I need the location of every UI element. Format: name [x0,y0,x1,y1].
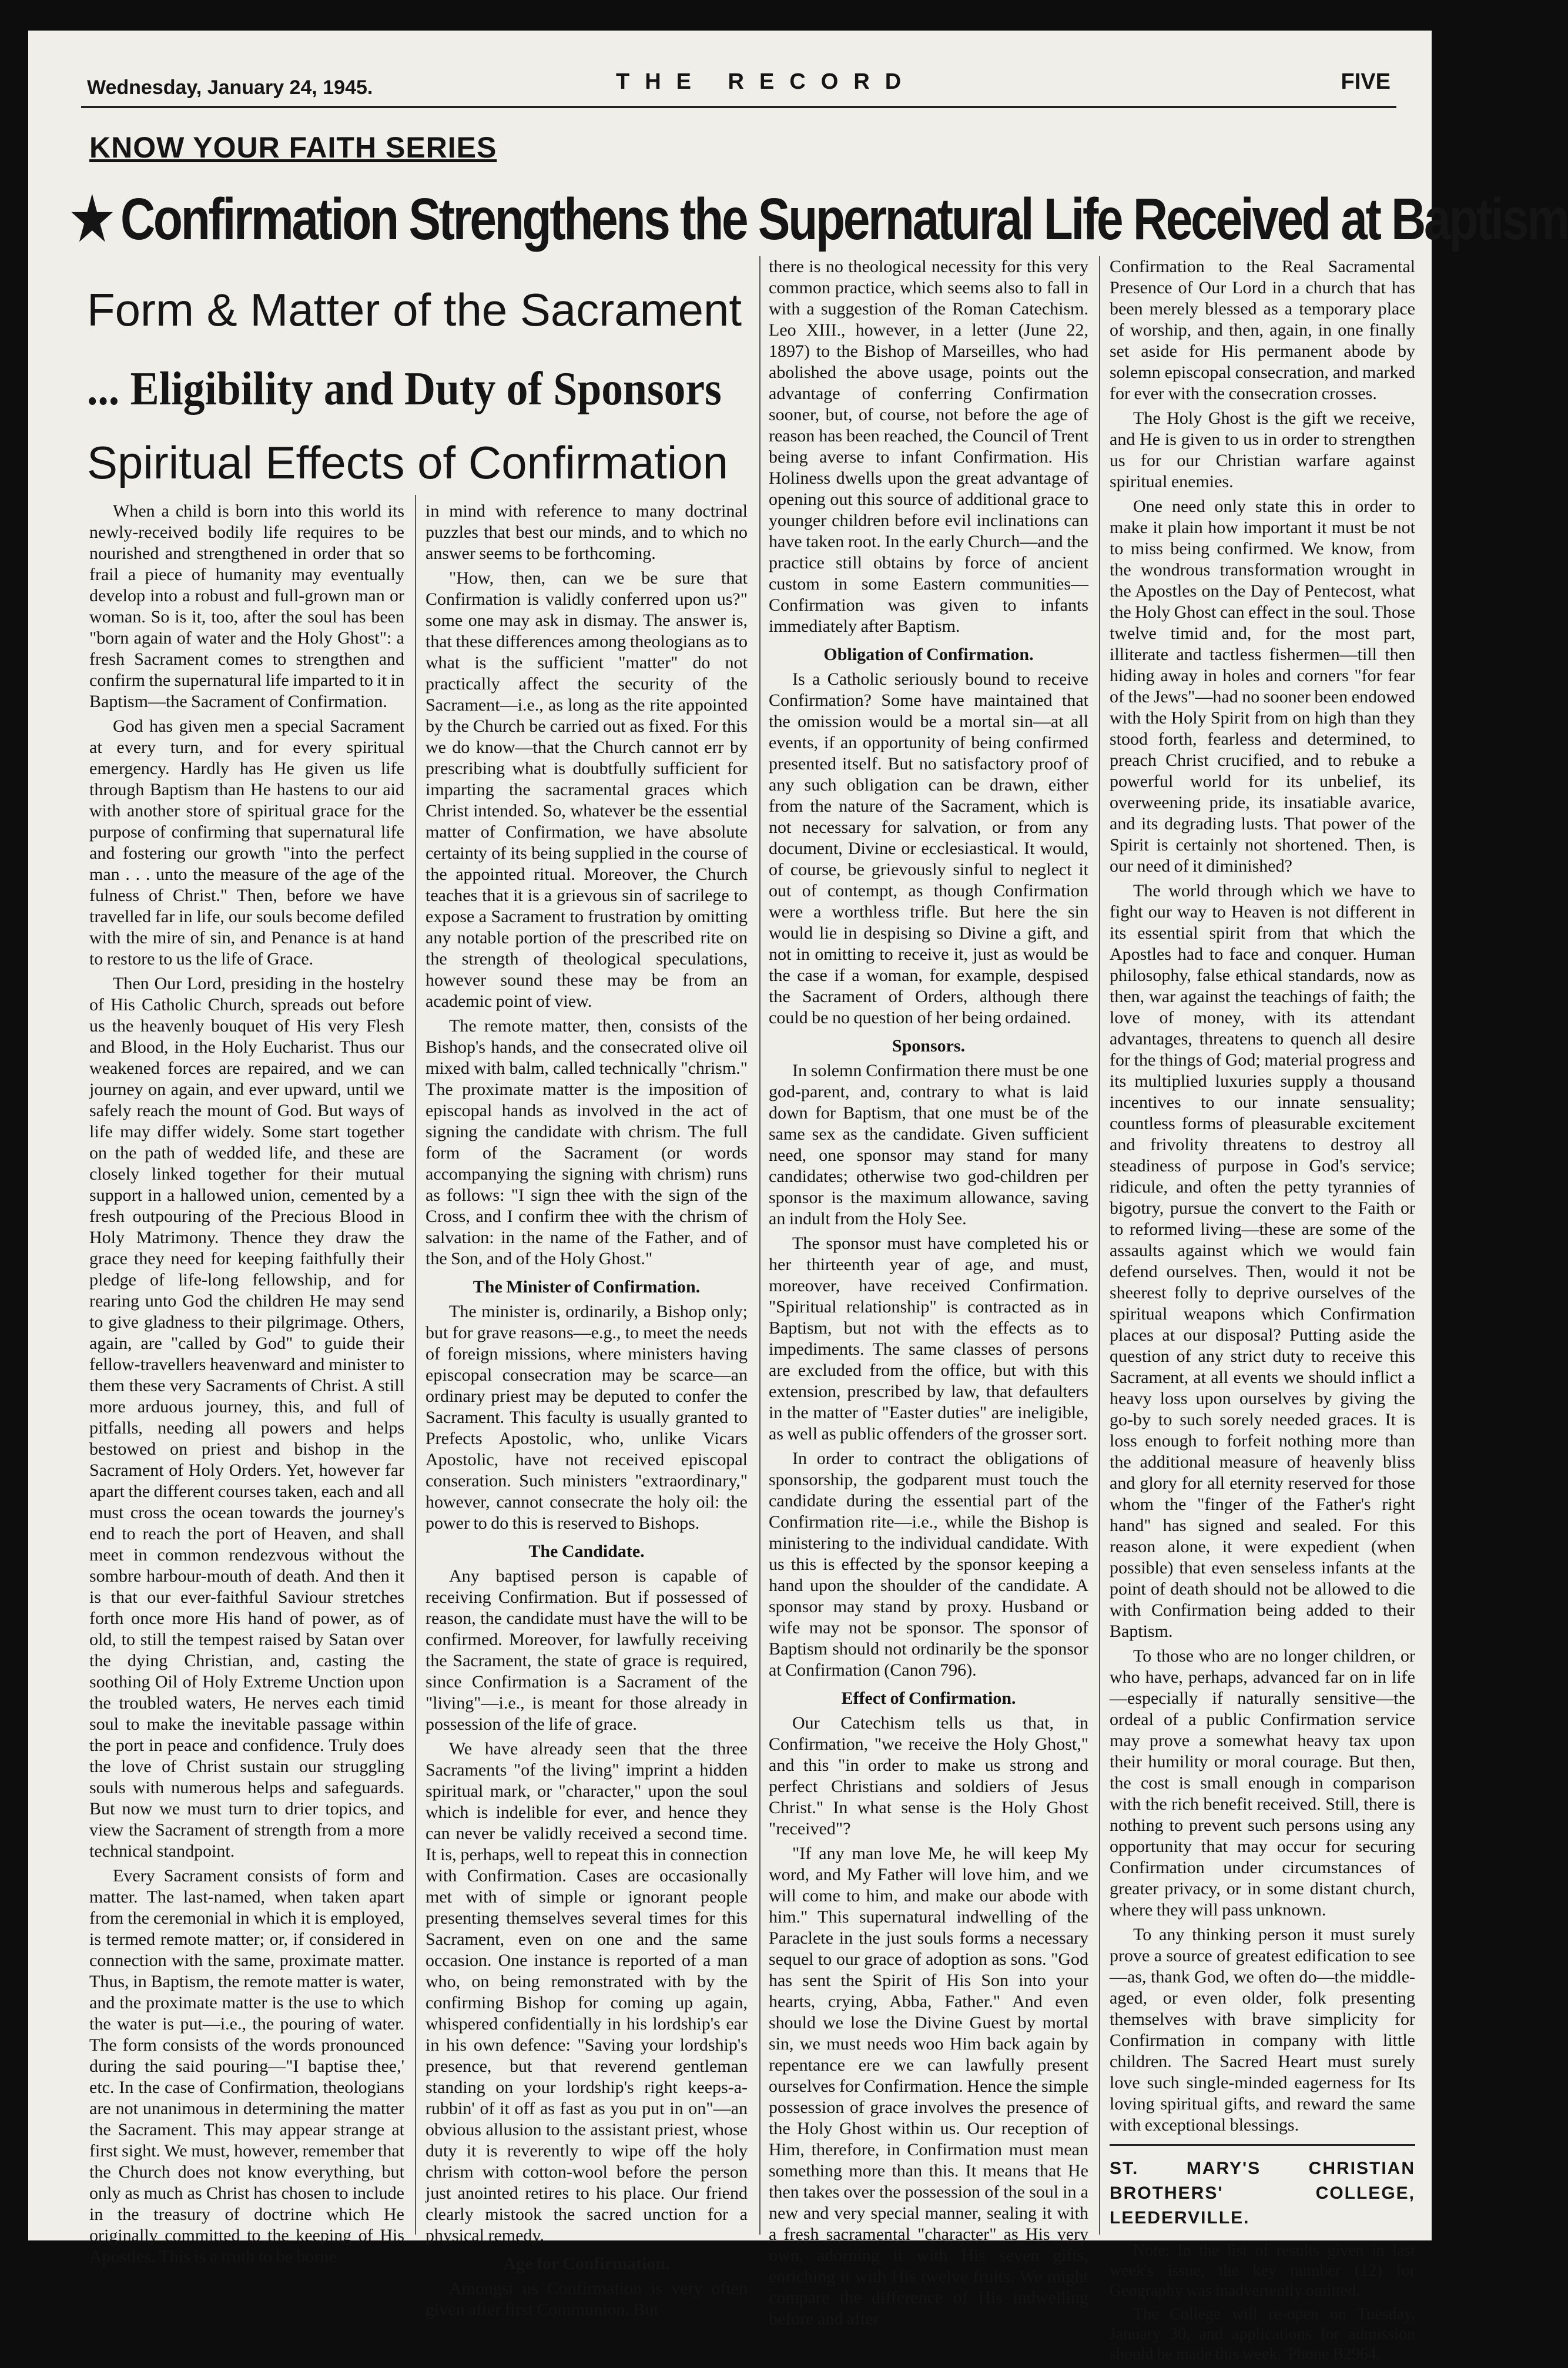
page-number: FIVE [1341,69,1391,94]
notice-paragraph: Note: In the list of results given in last week's issue, the key number (12) for Geography was inadvertently omitted. [1110,2242,1415,2300]
subheading-sponsors: Sponsors. [892,1036,966,1056]
paper-name: THE RECORD [616,69,917,94]
article-column-4 [1110,256,1415,2368]
paragraph: The Holy Ghost is the gift we receive, and He is given to us in order to strengthen us for our Christian warfare against spiritual enemies. [1110,408,1415,491]
star-icon: ★ [71,186,112,252]
paragraph: Then Our Lord, presiding in the hostelry of His Catholic Church, spreads out before us the heavenly bouquet of His very Flesh and Blood, in the Holy Eucharist. Thus our weakened forces are repaired, and we can journey on again, and ever upward, until we safely reach the mount of God. But ways of life may differ widely. Some start together on the path of wedded life, and these are closely linked together for their mutual support in a hallowed union, cemented by a fresh outpouring of the Precious Blood in Holy Matrimony. Thence they draw the grace they need for keeping faithfully their pledge of life-long fellowship, and for rearing unto God the children He may send to give gladness to their pilgrimage. Others, again, are "called by God" to guide their fellow-travellers heavenward and minister to them these very Sacraments of Christ. A still more arduous journey, this, and full of pitfalls, needing all powers and helps bestowed on priest and bishop in the Sacrament of Holy Orders. Yet, however far apart the different courses taken, each and all must cross the ocean towards the journey's end to reach the port of Heaven, and shall meet in common rendezvous without the sombre harbour-mouth of death. And then it is that our ever-faithful Saviour stretches forth once more His hand of power, as of old, to still the tempest raised by Satan over the dying Christian, and, casting the soothing Oil of Holy Extreme Unction upon the troubled waters, He nerves each timid soul to make the inevitable passage within the port in peace and confidence. Truly does the love of Christ sustain our struggling souls with numerous helps and safeguards. But now we must turn to drier topics, and view the Sacrament of strength from a more technical standpoint. [89,974,404,1861]
paragraph: In order to contract the obligations of sponsorship, the godparent must touch the candidate during the essential part of the Confirmation rite—i.e., while the Bishop is ministering to the individual candidate. With us this is effected by the sponsor keeping a hand upon the shoulder of the candidate. A sponsor may stand by proxy. Husband or wife may not be sponsor. The sponsor of Baptism should not ordinarily be the sponsor at Confirmation (Canon 796). [769,1449,1088,1680]
paragraph: Our Catechism tells us that, in Confirmation, "we receive the Holy Ghost," and this "in order to make us strong and perfect Christians and soldiers of Jesus Christ." In what sense is the Holy Ghost "received"? [769,1713,1088,1838]
deck-form-matter: Form & Matter of the Sacrament [87,284,742,336]
paragraph: The sponsor must have completed his or her thirteenth year of age, and must, moreover, have received Confirmation. "Spiritual relationship" is contracted as in Baptism, but not with the effects as to impediments. The same classes of persons are excluded from the office, but with this extension, prescribed by law, that defaulters in the matter of "Easter duties" are ineligible, as well as public offenders of the grosser sort. [769,1234,1088,1443]
subheading-minister: The Minister of Confirmation. [473,1277,701,1297]
paragraph: To any thinking person it must surely prove a source of greatest edification to see—as, thank God, we often do—the middle-aged, or even older, folk presenting themselves with brave simplicity for Confirmation in company with little children. The Sacred Heart must surely love such single-minded eagerness for Its loving spiritual gifts, and reward the same with exceptional blessings. [1110,1925,1415,2135]
notice-rule [1110,2144,1415,2146]
paragraph: In solemn Confirmation there must be one god-parent, and, contrary to what is laid down for Baptism, that one must be of the same sex as the candidate. Given sufficient need, one sponsor may stand for many candidates; otherwise two god-children per sponsor is the maximum allowance, saving an indult from the Holy See. [769,1061,1088,1228]
paragraph: To those who are no longer children, or who have, perhaps, advanced far on in life—especially if naturally sensitive—the ordeal of a public Confirmation service may prove a somewhat heavy tax upon their humility or moral courage. But then, the cost is small enough in comparison with the rich benefit received. Still, there is nothing to prevent such persons using any opportunity that may occur for securing Confirmation under circumstances of greater privacy, or in some distant church, where they will pass unknown. [1110,1646,1415,1920]
deck-spiritual-effects: Spiritual Effects of Confirmation [87,437,729,488]
notice-title: ST. MARY'S CHRISTIAN BROTHERS' COLLEGE, LEEDERVILLE. [1110,2159,1415,2228]
article-column-1 [89,501,404,2271]
paragraph: One need only state this in order to make it plain how important it must be not to miss being confirmed. We know, from the wondrous transformation wrought in the Apostles on the Day of Pentecost, what the Holy Ghost can effect in the soul. Those twelve timid and, for the most part, illiterate and tactless fishermen—till then hiding away in holes and corners "for fear of the Jews"—had no sooner been endowed with the Holy Spirit from on high than they stood forth, fearless and determined, to preach Christ crucified, and to rebuke a powerful world for its unbelief, its overweening pride, its insatiable avarice, and its degrading lusts. That power of the Spirit is certainly not shortened. Then, is our need of it diminished? [1110,497,1415,876]
paragraph: there is no theological necessity for this very common practice, which seems also to fall in with a suggestion of the Roman Catechism. Leo XIII., however, in a letter (June 22, 1897) to the Bishop of Marseilles, who had abolished the above usage, points out the advantage of conferring Confirmation sooner, but, of course, not before the age of reason has been reached, the Council of Trent being averse to infant Confirmation. His Holiness dwells upon the great advantage of opening out this source of additional grace to younger children before evil inclinations can have taken root. In the early Church—and the practice still obtains by force of ancient custom in some Eastern communities—Confirmation was given to infants immediately after Baptism. [769,257,1088,636]
subheading-candidate: The Candidate. [528,1542,645,1561]
subheading-obligation: Obligation of Confirmation. [823,645,1034,664]
headline-text: Confirmation Strengthens the Supernatural Life Received at Baptism [120,186,1568,252]
paragraph: "If any man love Me, he will keep My word, and My Father will love him, and we will come to him, and make our abode with him." This supernatural indwelling of the Paraclete in the just souls forms a necessary sequel to our grace of adoption as sons. "God has sent the Spirit of His Son into your hearts, crying, Abba, Father." And even should we lose the Divine Guest by mortal sin, we must needs woo Him back again by repentance ere we can lawfully present ourselves for Confirmation. Hence the simple possession of grace involves the presence of the Holy Ghost within us. Our reception of Him, therefore, in Confirmation must mean something more than this. It means that He then takes over the possession of the soul in a new and very special manner, sealing it with a fresh sacramental "character" as His very own, adorning it with His seven gifts, enriching it with His twelve fruits. We might compare the difference of His indwelling before and after [769,1844,1088,2329]
paragraph: The minister is, ordinarily, a Bishop only; but for grave reasons—e.g., to meet the needs of foreign missions, where ministers having episcopal consecration may be scarce—an ordinary priest may be deputed to confer the Sacrament. This faculty is usually granted to Prefects Apostolic, who, unlike Vicars Apostolic, have not received episcopal conseration. Such ministers "extraordinary," however, cannot consecrate the holy oil: the power to do this is reserved to Bishops. [425,1302,748,1533]
paragraph: Confirmation to the Real Sacramental Presence of Our Lord in a church that has been merely blessed as a temporary place of worship, and then, again, in one finally set aside for His permanent abode by solemn episcopal consecration, and marked for ever with the consecration crosses. [1110,257,1415,403]
article-column-3 [769,256,1088,2333]
newspaper-page [28,31,1568,2363]
paragraph: We have already seen that the three Sacraments "of the living" imprint a hidden spiritual mark, or "character," upon the soul which is indelible for ever, and hence they can never be validly received a second time. It is, perhaps, well to repeat this in connection with Confirmation. Cases are occasionally met with of simple or ignorant people presenting themselves several times for this Sacrament, even on one and the same occasion. One instance is reported of a man who, on being remonstrated with by the confirming Bishop for coming up again, whispered confidentially in his lordship's ear in his own defence: "Saving your lordship's presence, but that reverend gentleman standing on your lordship's right keeps-a-rubbin' of it off as fast as you put in on"—an obvious allusion to the assistant priest, whose duty it is reverently to wipe off the holy chrism with cotton-wool before the person just anointed retires to his place. Our friend clearly mistook the sacred unction for a physical remedy. [425,1739,748,2245]
article-column-2 [425,501,748,2324]
column-divider [415,495,416,2235]
deck-sponsors: ... Eligibility and Duty of Sponsors [87,363,722,415]
header-rule [81,106,1396,108]
notice-paragraph: The College will re-open on Tuesday, January 30, and applications for admission should be made this week. 'Phone B2964. [1110,2305,1415,2363]
column-divider [759,256,760,2235]
subheading-age: Age for Confirmation. [503,2254,670,2273]
paragraph: When a child is born into this world its newly-received bodily life requires to be nourished and strengthened in order that so frail a piece of humanity may eventually develop into a robust and full-grown man or woman. So is it, too, after the soul has been "born again of water and the Holy Ghost": a fresh Sacrament comes to strengthen and confirm the supernatural life imparted to it in Baptism—the Sacrament of Confirmation. [89,501,404,711]
paragraph: in mind with reference to many doctrinal puzzles that best our minds, and to which no answer seems to be forthcoming. [425,501,748,563]
issue-date: Wednesday, January 24, 1945. [87,76,373,99]
paragraph: Every Sacrament consists of form and matter. The last-named, when taken apart from the ceremonial in which it is employed, is termed remote matter; or, if considered in connection with the same, proximate matter. Thus, in Baptism, the remote matter is water, and the proximate matter is the use to which the water is put—i.e., the pouring of water. The form consists of the words pronounced during the said pouring—"I baptise thee,' etc. In the case of Confirmation, theologians are not unanimous in determining the matter the Sacrament. This may appear strange at first sight. We must, however, remember that the Church does not know everything, but only as much as Christ has chosen to include in the treasury of doctrine which He originally committed to the keeping of His Apostles. This is a truth to be borne [89,1866,404,2266]
paragraph: God has given men a special Sacrament at every turn, and for every spiritual emergency. Hardly has He given us life through Baptism than He hastens to our aid with another store of spiritual grace for the purpose of confirming that supernatural life and fostering our growth "into the perfect man . . . unto the measure of the age of the fulness of Christ." Then, before we have travelled far in life, our souls become defiled with the mire of sin, and Penance is at hand to restore to us the life of Grace. [89,716,404,969]
paragraph: The remote matter, then, consists of the Bishop's hands, and the consecrated olive oil mixed with balm, called technically "chrism." The proximate matter is the imposition of episcopal hands as involved in the act of signing the candidate with chrism. The full form of the Sacrament (or words accompanying the signing with chrism) runs as follows: "I sign thee with the sign of the Cross, and I confirm thee with the chrism of salvation: in the name of the Father, and of the Son, and of the Holy Ghost." [425,1016,748,1268]
subheading-effect: Effect of Confirmation. [841,1689,1016,1708]
paragraph: "How, then, can we be sure that Confirmation is validly conferred upon us?" some one may ask in dismay. The answer is, that these differences among theologians as to what is the sufficient "matter" do not practically affect the security of the Sacrament—i.e., as long as the rite appointed by the Church be carried out as fixed. For this we do know—that the Church cannot err by prescribing what is doubtfully sufficient for imparting the sacramental graces which Christ intended. So, whatever be the essential matter of Confirmation, we have absolute certainty of its being supplied in the course of the appointed ritual. Moreover, the Church teaches that it is a grievous sin of sacrilege to expose a Sacrament to frustration by omitting any notable portion of the prescribed rite on the strength of theological speculations, however sound these may be from an academic point of view. [425,568,748,1011]
deck-block [87,277,751,490]
paragraph: Any baptised person is capable of receiving Confirmation. But if possessed of reason, the candidate must have the will to be confirmed. Moreover, for lawfully receiving the Sacrament, the state of grace is required, since Confirmation is a Sacrament of the "living"—i.e., is meant for those already in possession of the life of grace. [425,1566,748,1734]
column-divider [1099,256,1100,2235]
paragraph: Amongst us Confirmation is very often given after first Communion. But [425,2279,748,2319]
paragraph: Is a Catholic seriously bound to receive Confirmation? Some have maintained that the omission would be a mortal sin—at all events, if an opportunity of being confirmed presented itself. But no satisfactory proof of any such obligation can be drawn, either from the nature of the Sacrament, which is not necessary for salvation, or from any document, Divine or ecclesiastical. It would, of course, be grievously sinful to neglect it out of contempt, as though Confirmation were a worthless trifle. But here the sin would lie in despising so Divine a gift, and not in omitting to receive it, just as would be the case if a woman, for example, despised the Sacrament of Orders, although there could be no question of her being ordained. [769,669,1088,1027]
headline [71,185,1568,253]
series-title: KNOW YOUR FAITH SERIES [89,131,497,164]
running-head [87,69,1391,105]
paragraph: The world through which we have to fight our way to Heaven is not different in its essential spirit from that which the Apostles had to face and conquer. Human philosophy, false ethical standards, now as then, war against the teachings of faith; the love of money, with its attendant advantages, threatens to quench all desire for the things of God; material progress and its multiplied luxuries supply a thousand incentives to our innate sensuality; countless forms of pleasurable excitement and frivolity threatens to destroy all steadiness of purpose in God's service; ridicule, and often the petty tyrannies of bigotry, pursue the convert to the Faith or to reformed living—these are some of the assaults against which we would fain defend ourselves. Then, would it not be sheerest folly to deprive ourselves of the spiritual weapons which Confirmation places at our disposal? Putting aside the question of any strict duty to receive this Sacrament, at all events we should inflict a heavy loss upon ourselves by giving the go-by to such sorely needed graces. It is loss enough to forfeit nothing more than the additional measure of heavenly bliss and glory for all eternity reserved for those whom the "finger of the Father's right hand" has signed and sealed. For this reason alone, it were expedient (when possible) that even senseless infants at the point of death should not be allowed to die with Confirmation being added to their Baptism. [1110,881,1415,1641]
